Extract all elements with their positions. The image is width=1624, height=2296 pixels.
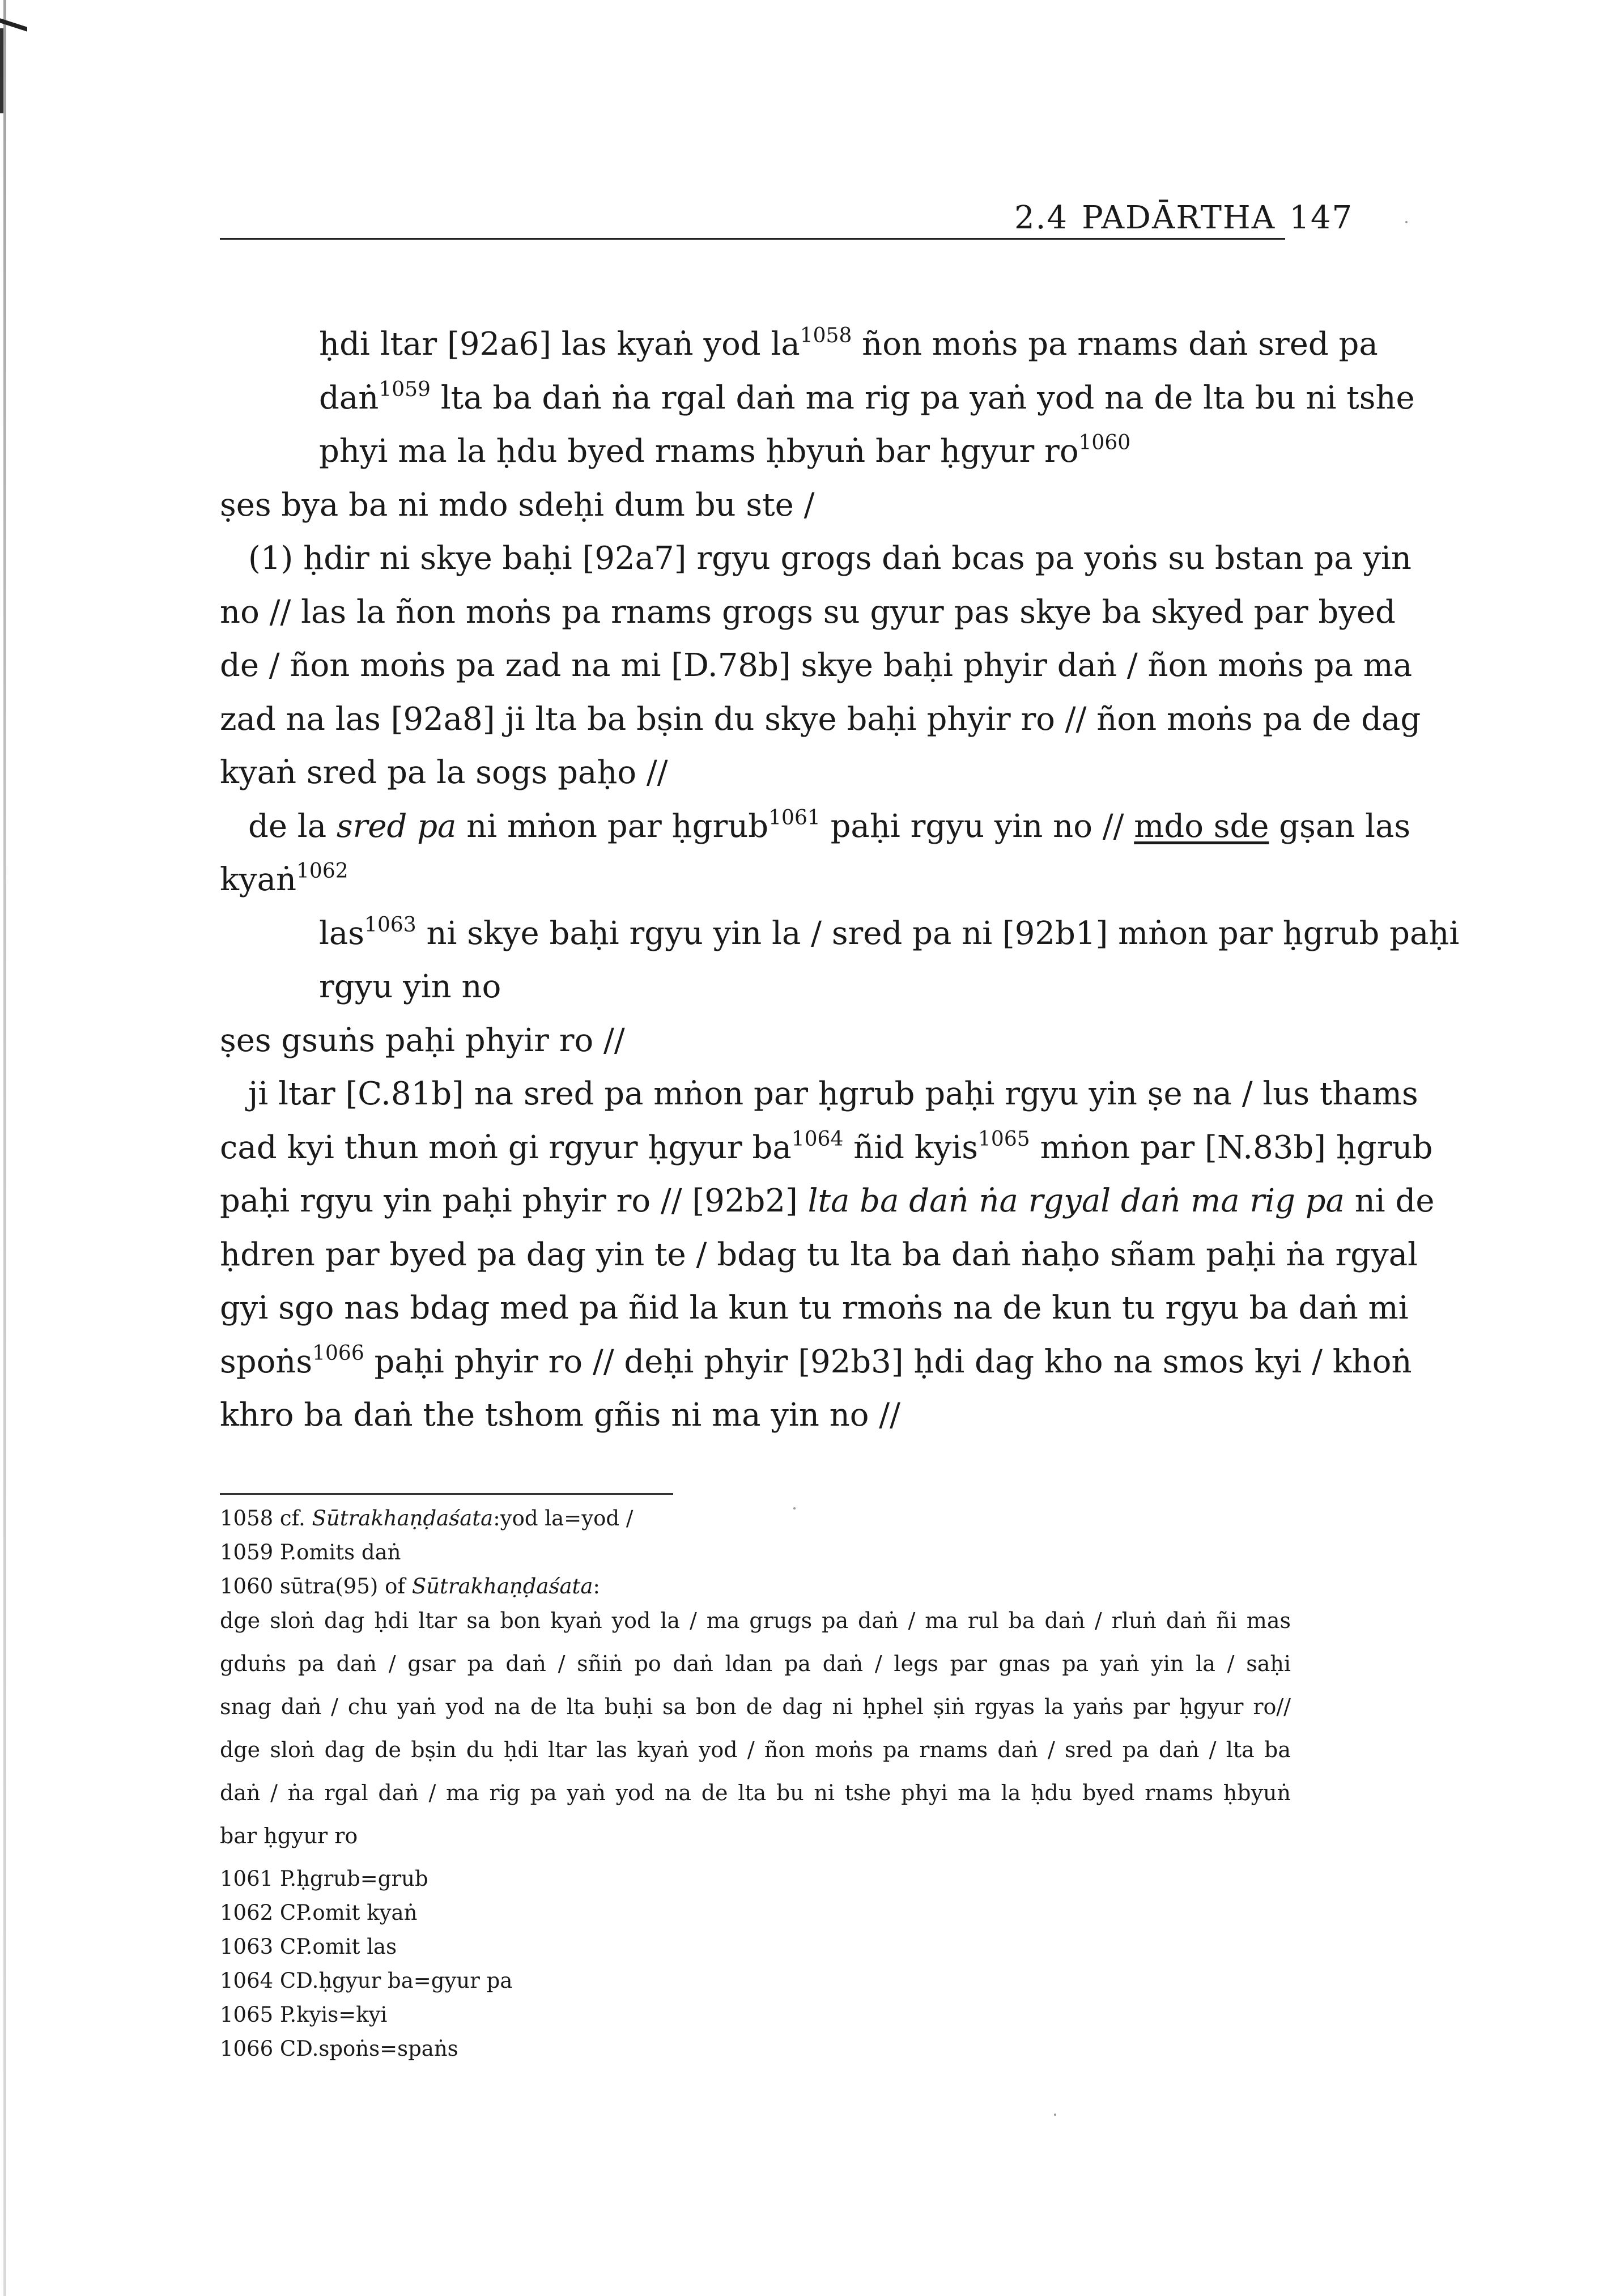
running-header	[1014, 199, 1354, 236]
text-run: ni de	[1344, 1183, 1435, 1219]
text-run: 1066 CD.spoṅs=spaṅs	[220, 2036, 458, 2061]
footnote	[220, 2036, 458, 2061]
text-run: 1064 CD.ḥgyur ba=gyur pa	[220, 1968, 513, 1993]
text-line	[220, 861, 1313, 898]
page-number: 147	[1289, 199, 1354, 236]
text-line	[220, 1290, 1409, 1326]
text-line	[220, 1236, 1418, 1273]
text-run: snag daṅ / chu yaṅ yod na de lta buḥi sa bon de dag ni ḥphel ṣiṅ rgyas la yaṅs par ḥgyur ro//	[220, 1694, 1291, 1719]
text-run: 1062 CP.omit kyaṅ	[220, 1900, 418, 1925]
text-run: las	[319, 915, 365, 952]
footnote	[220, 2002, 387, 2027]
footnote	[220, 1968, 512, 1993]
footnote-quote-line	[220, 1694, 1291, 1719]
text-run: paḥi rgyu yin paḥi phyir ro // [92b2]	[220, 1183, 808, 1219]
text-line	[220, 1397, 1313, 1434]
text-line	[319, 433, 1316, 470]
footnote-ref: 1060	[1078, 431, 1131, 454]
text-run: kyaṅ sred pa la sogs paḥo //	[220, 754, 668, 791]
text-line	[220, 754, 1313, 791]
italic-term: lta ba daṅ ṅa rgyal daṅ ma rig pa	[807, 1183, 1345, 1219]
footnote-ref: 1062	[296, 860, 348, 883]
text-run: cad kyi thun moṅ gi rgyur ḥgyur ba	[220, 1129, 792, 1166]
text-line	[319, 324, 1378, 363]
text-line	[220, 593, 1396, 631]
italic-term: Sūtrakhaṇḍaśata	[312, 1506, 494, 1530]
text-run: daṅ	[319, 379, 379, 416]
text-run: ni skye baḥi rgyu yin la / sred pa ni [92b1] mṅon par ḥgrub paḥi	[416, 915, 1460, 952]
text-line	[220, 1127, 1433, 1166]
italic-term: sred pa	[336, 807, 457, 845]
footnote	[220, 1506, 633, 1530]
text-line	[220, 1183, 1435, 1219]
text-run: :yod la=yod /	[493, 1506, 634, 1530]
text-line	[220, 700, 1421, 738]
text-run: ji ltar [C.81b] na sred pa mṅon par ḥgrub paḥi rgyu yin ṣe na / lus thams	[248, 1075, 1418, 1112]
text-run: 1065 P.kyis=kyi	[220, 2002, 388, 2027]
footnote-ref: 1066	[312, 1341, 364, 1365]
text-run: dge sloṅ dag ḥdi ltar sa bon kyaṅ yod la / ma grugs pa daṅ / ma rul ba daṅ / rluṅ daṅ ñi mas	[220, 1608, 1291, 1633]
text-run: 1060 sūtra(95) of	[220, 1574, 412, 1598]
text-run: phyi ma la ḥdu byed rnams ḥbyuṅ bar ḥgyur ro	[319, 433, 1079, 470]
text-run: spoṅs	[220, 1343, 313, 1380]
text-line	[220, 540, 1412, 577]
footnote-ref: 1059	[379, 377, 431, 401]
section-number: 2.4	[1014, 199, 1069, 236]
text-run: lta ba daṅ ṅa rgal daṅ ma rig pa yaṅ yod na de lta bu ni tshe	[430, 379, 1415, 416]
text-run: zad na las [92a8] ji lta ba bṣin du skye baḥi phyir ro // ñon moṅs pa de dag	[220, 700, 1421, 738]
text-run: ñon moṅs pa rnams daṅ sred pa	[852, 326, 1378, 363]
section-title: PADĀRTHA	[1082, 199, 1276, 236]
footnote-quote-line	[220, 1737, 1291, 1762]
text-run: kyaṅ	[220, 861, 297, 898]
text-line	[220, 806, 1411, 845]
scan-edge-mark	[0, 28, 3, 113]
footnote-ref: 1061	[768, 806, 820, 830]
footnote-quote-line	[220, 1823, 1291, 1848]
text-run: ni mṅon par ḥgrub	[456, 807, 769, 845]
text-run: ñid kyis	[843, 1129, 979, 1166]
text-run: no // las la ñon moṅs pa rnams grogs su gyur pas skye ba skyed par byed	[220, 593, 1396, 631]
footnote-quote-line	[220, 1651, 1291, 1676]
italic-term: Sūtrakhaṇḍaśata	[411, 1574, 593, 1598]
footnote	[220, 1900, 417, 1925]
text-run: 1063 CP.omit las	[220, 1934, 397, 1959]
footnote-ref: 1065	[978, 1127, 1030, 1151]
text-run: ṣes gsuṅs paḥi phyir ro //	[220, 1022, 625, 1059]
text-line	[319, 913, 1460, 952]
footnote-quote-line	[220, 1608, 1291, 1633]
footnote-ref: 1063	[364, 913, 416, 937]
text-line	[220, 1341, 1412, 1380]
text-run: gyi sgo nas bdag med pa ñid la kun tu rmoṅs na de kun tu rgyu ba daṅ mi	[220, 1290, 1409, 1326]
text-line	[220, 1075, 1418, 1112]
text-run: 1061 P.ḥgrub=grub	[220, 1866, 428, 1891]
text-run: gduṅs pa daṅ / gsar pa daṅ / sñiṅ po daṅ ldan pa daṅ / legs par gnas pa yaṅ yin la / saḥi	[220, 1651, 1291, 1676]
text-run: khro ba daṅ the tshom gñis ni ma yin no //	[220, 1397, 901, 1434]
footnote-ref: 1064	[791, 1127, 844, 1151]
underlined-term: mdo sde	[1134, 807, 1269, 845]
text-run: ṣes bya ba ni mdo sdeḥi dum bu ste /	[220, 486, 815, 524]
footnote-ref: 1058	[800, 324, 852, 347]
text-run: ḥdren par byed pa dag yin te / bdag tu lta ba daṅ ṅaḥo sñam paḥi ṅa rgyal	[220, 1236, 1418, 1273]
footnote	[220, 1934, 397, 1959]
text-run: dge sloṅ dag de bṣin du ḥdi ltar las kyaṅ yod / ñon moṅs pa rnams daṅ / sred pa daṅ / lta ba	[220, 1737, 1291, 1762]
text-run: daṅ / ṅa rgal daṅ / ma rig pa yaṅ yod na de lta bu ni tshe phyi ma la ḥdu byed rnams ḥbyuṅ	[220, 1780, 1291, 1805]
header-rule	[220, 238, 1285, 240]
footnote	[220, 1540, 401, 1564]
footnote	[220, 1866, 428, 1891]
text-run: mṅon par [N.83b] ḥgrub	[1030, 1129, 1433, 1166]
text-run: gṣan las	[1269, 807, 1411, 845]
scan-speck	[1405, 221, 1408, 223]
scan-speck	[1054, 2114, 1056, 2116]
footnote-quote-line	[220, 1780, 1291, 1805]
text-run: ḥdi ltar [92a6] las kyaṅ yod la	[319, 326, 800, 363]
text-line	[220, 647, 1413, 684]
binding-edge	[3, 0, 6, 2296]
text-line	[319, 377, 1415, 416]
text-line	[319, 968, 1316, 1005]
text-line	[220, 1022, 1313, 1059]
text-run: :	[593, 1574, 600, 1598]
text-run: de / ñon moṅs pa zad na mi [D.78b] skye baḥi phyir daṅ / ñon moṅs pa ma	[220, 647, 1413, 684]
text-run: 1058 cf.	[220, 1506, 312, 1530]
text-run: (1) ḥdir ni skye baḥi [92a7] rgyu grogs daṅ bcas pa yoṅs su bstan pa yin	[248, 540, 1412, 577]
text-run: de la	[248, 807, 337, 845]
text-run: 1059 P.omits daṅ	[220, 1540, 401, 1564]
footnote-rule	[220, 1493, 673, 1495]
text-line	[220, 487, 1313, 524]
scan-speck	[793, 1507, 796, 1510]
text-run: rgyu yin no	[319, 968, 501, 1005]
text-run: paḥi rgyu yin no //	[820, 807, 1134, 845]
text-run: bar ḥgyur ro	[220, 1823, 358, 1848]
text-run: paḥi phyir ro // deḥi phyir [92b3] ḥdi dag kho na smos kyi / khoṅ	[364, 1343, 1412, 1380]
footnote	[220, 1574, 600, 1598]
